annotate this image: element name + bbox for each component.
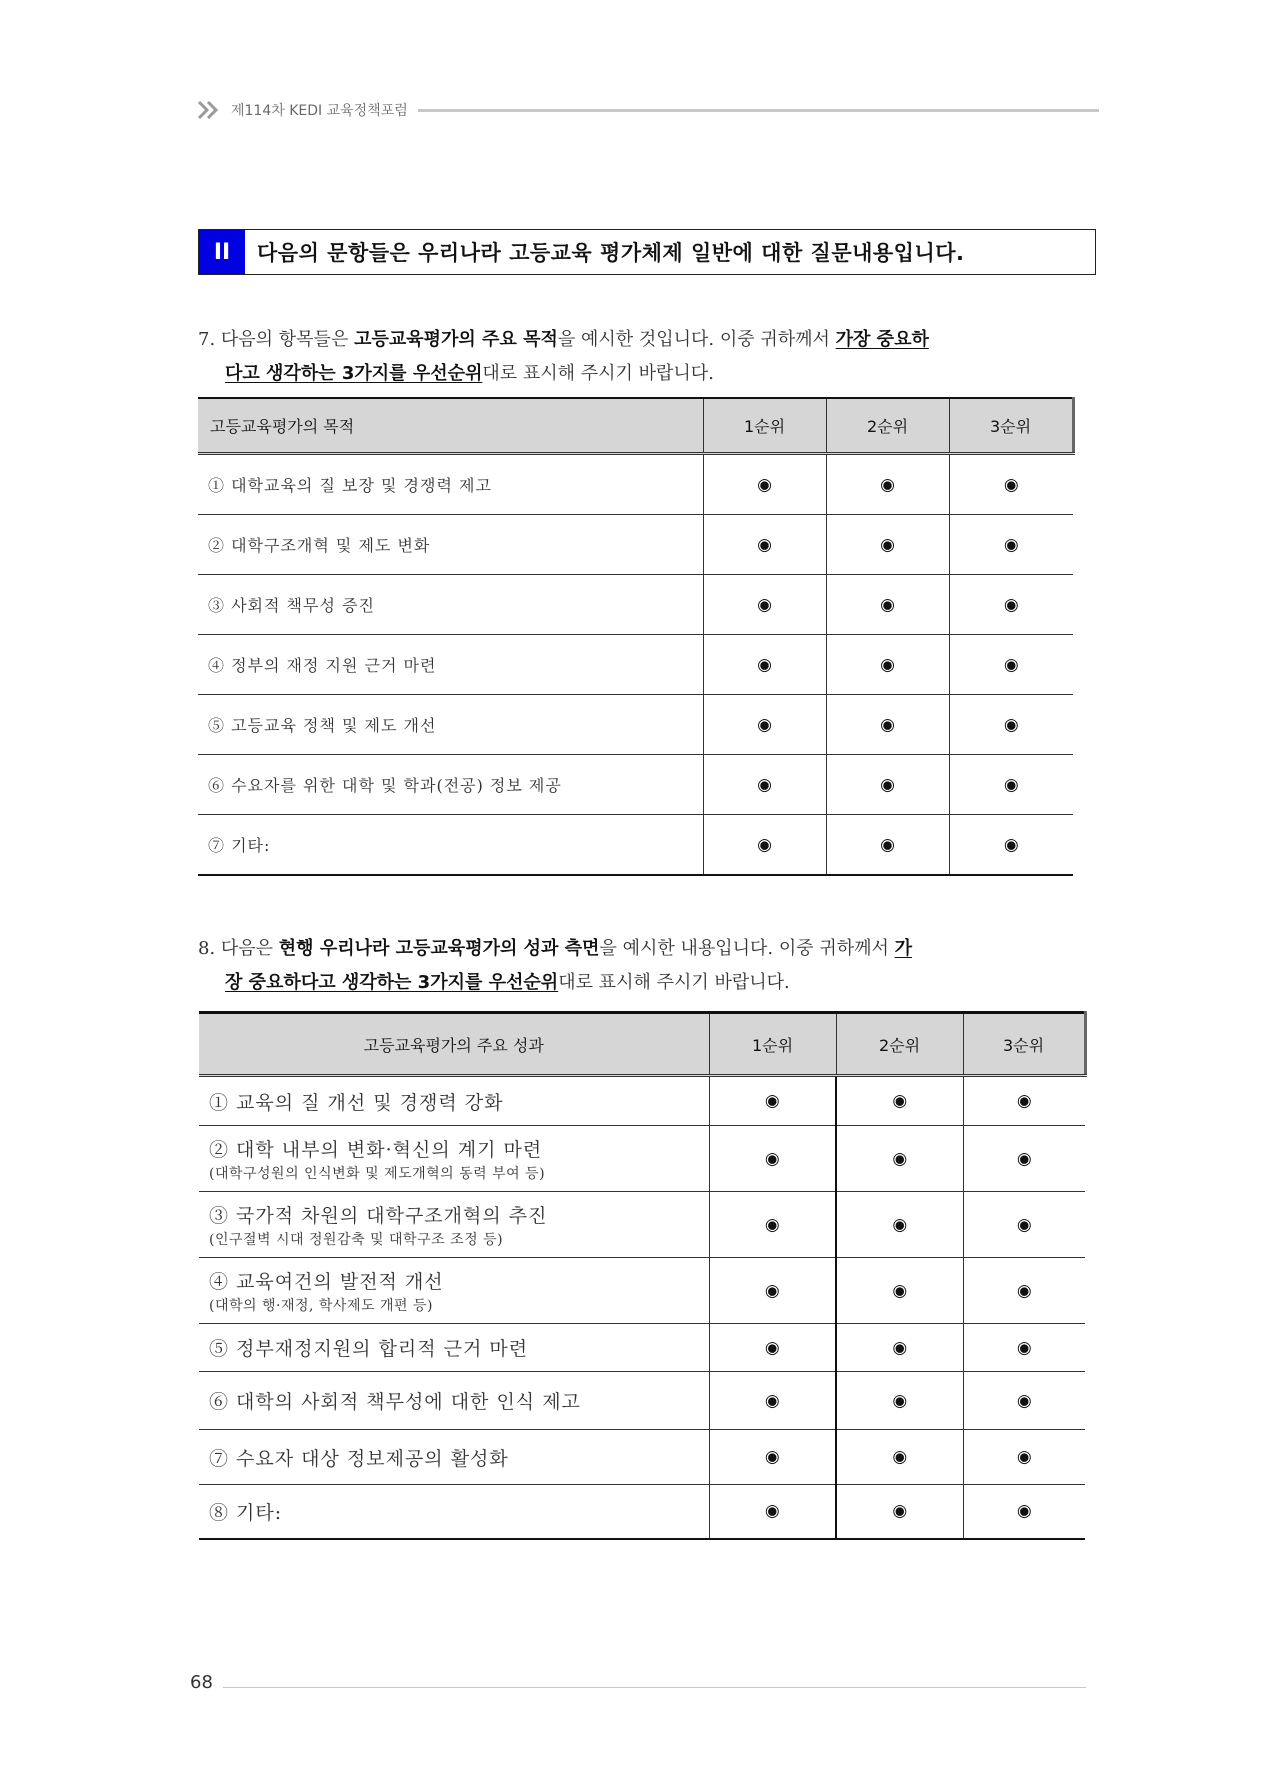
q8-row-label [199, 1192, 709, 1258]
q8-row-main: ④ 교육여건의 발전적 개선 [209, 1270, 444, 1293]
q7-col-rank-2: 2순위 [826, 398, 949, 454]
q7-bold: 고등교육평가의 주요 목적 [354, 329, 558, 350]
q8-row [199, 1258, 1085, 1324]
q8-text-1: 8. 다음은 [198, 938, 279, 959]
q7-rank-3-radio[interactable]: ◉ [949, 454, 1073, 515]
q8-rank-3-radio[interactable]: ◉ [963, 1324, 1085, 1372]
q7-row-label: ③ 사회적 책무성 증진 [198, 575, 703, 635]
q7-row-label: ⑤ 고등교육 정책 및 제도 개선 [198, 695, 703, 755]
q7-table [198, 397, 1075, 876]
q8-rank-3-radio[interactable]: ◉ [963, 1372, 1085, 1430]
q8-row-sub: (대학의 행·재정, 학사제도 개편 등) [209, 1297, 433, 1314]
q7-rank-1-radio[interactable]: ◉ [703, 695, 826, 755]
q8-text-3: 대로 표시해 주시기 바랍니다. [558, 972, 790, 993]
q7-row [198, 575, 1073, 635]
q7-row [198, 755, 1073, 815]
q8-col-outcome: 고등교육평가의 주요 성과 [199, 1013, 709, 1076]
q8-col-rank-2: 2순위 [836, 1013, 963, 1076]
q8-table-header [199, 1013, 1085, 1076]
q8-rank-3-radio[interactable]: ◉ [963, 1485, 1085, 1539]
q8-row-label [199, 1430, 709, 1485]
q8-rank-3-radio[interactable]: ◉ [963, 1076, 1085, 1126]
q7-row [198, 815, 1073, 876]
q7-rank-3-radio[interactable]: ◉ [949, 515, 1073, 575]
question-8 [198, 932, 1098, 1000]
q7-rank-2-radio[interactable]: ◉ [826, 454, 949, 515]
q7-rank-3-radio[interactable]: ◉ [949, 635, 1073, 695]
q8-row-label [199, 1258, 709, 1324]
q8-rank-1-radio[interactable]: ◉ [709, 1372, 836, 1430]
header-title: 제114차 KEDI 교육정책포럼 [231, 103, 408, 119]
page-header [197, 98, 1099, 122]
q8-row-main: ② 대학 내부의 변화·혁신의 계기 마련 [209, 1138, 543, 1161]
q7-table-header [198, 398, 1073, 454]
q7-row [198, 454, 1073, 515]
q8-rank-1-radio[interactable]: ◉ [709, 1126, 836, 1192]
header-rule [418, 109, 1099, 112]
section-heading [198, 229, 1096, 275]
q8-row [199, 1430, 1085, 1485]
q8-row-label [199, 1485, 709, 1539]
q8-row-main: ⑥ 대학의 사회적 책무성에 대한 인식 제고 [209, 1391, 581, 1413]
q7-rank-1-radio[interactable]: ◉ [703, 515, 826, 575]
q7-rank-1-radio[interactable]: ◉ [703, 575, 826, 635]
q8-row-main: ① 교육의 질 개선 및 경쟁력 강화 [209, 1091, 504, 1114]
q8-rank-1-radio[interactable]: ◉ [709, 1485, 836, 1539]
q8-rank-2-radio[interactable]: ◉ [836, 1430, 963, 1485]
q8-rank-1-radio[interactable]: ◉ [709, 1324, 836, 1372]
q7-rank-3-radio[interactable]: ◉ [949, 695, 1073, 755]
q8-row [199, 1324, 1085, 1372]
q7-row-label: ⑦ 기타: [198, 815, 703, 876]
q7-row [198, 695, 1073, 755]
q7-text-2: 을 예시한 것입니다. 이중 귀하께서 [557, 329, 836, 350]
q8-rank-3-radio[interactable]: ◉ [963, 1258, 1085, 1324]
q7-row-label: ⑥ 수요자를 위한 대학 및 학과(전공) 정보 제공 [198, 755, 703, 815]
section-title: 다음의 문항들은 우리나라 고등교육 평가체제 일반에 대한 질문내용입니다. [257, 241, 965, 265]
q8-row-label [199, 1076, 709, 1126]
q7-rank-2-radio[interactable]: ◉ [826, 515, 949, 575]
q8-rank-2-radio[interactable]: ◉ [836, 1192, 963, 1258]
q8-rank-1-radio[interactable]: ◉ [709, 1076, 836, 1126]
double-chevron-icon [197, 100, 223, 120]
q8-rank-3-radio[interactable]: ◉ [963, 1192, 1085, 1258]
q7-col-rank-1: 1순위 [703, 398, 826, 454]
q8-row-main: ⑤ 정부재정지원의 합리적 근거 마련 [209, 1338, 529, 1360]
q7-underline-1: 가장 중요하 [835, 329, 929, 350]
q8-text-2: 을 예시한 내용입니다. 이중 귀하께서 [599, 938, 895, 959]
q7-row-label: ② 대학구조개혁 및 제도 변화 [198, 515, 703, 575]
q7-row [198, 635, 1073, 695]
q8-rank-1-radio[interactable]: ◉ [709, 1430, 836, 1485]
q7-text-1: 7. 다음의 항목들은 [198, 329, 355, 350]
q8-rank-2-radio[interactable]: ◉ [836, 1076, 963, 1126]
page-number: 68 [190, 1671, 213, 1693]
q7-rank-1-radio[interactable]: ◉ [703, 755, 826, 815]
q8-rank-1-radio[interactable]: ◉ [709, 1192, 836, 1258]
q8-underline-2: 장 중요하다고 생각하는 3가지를 우선순위 [225, 972, 559, 993]
q8-rank-1-radio[interactable]: ◉ [709, 1258, 836, 1324]
q7-col-rank-3: 3순위 [949, 398, 1073, 454]
q7-rank-3-radio[interactable]: ◉ [949, 815, 1073, 876]
q8-row-label [199, 1324, 709, 1372]
q7-row [198, 515, 1073, 575]
q7-rank-1-radio[interactable]: ◉ [703, 635, 826, 695]
q8-rank-2-radio[interactable]: ◉ [836, 1485, 963, 1539]
q8-row [199, 1485, 1085, 1539]
q8-rank-3-radio[interactable]: ◉ [963, 1126, 1085, 1192]
q8-table [199, 1011, 1087, 1540]
q8-bold: 현행 우리나라 고등교육평가의 성과 측면 [278, 938, 600, 959]
q7-rank-1-radio[interactable]: ◉ [703, 815, 826, 876]
q7-rank-2-radio[interactable]: ◉ [826, 575, 949, 635]
q7-rank-2-radio[interactable]: ◉ [826, 755, 949, 815]
q8-row-main: ③ 국가적 차원의 대학구조개혁의 추진 [209, 1204, 548, 1227]
q8-row [199, 1076, 1085, 1126]
q8-col-rank-3: 3순위 [963, 1013, 1085, 1076]
q7-col-purpose: 고등교육평가의 목적 [198, 398, 703, 454]
q7-text-3: 대로 표시해 주시기 바랍니다. [482, 363, 714, 384]
q8-rank-3-radio[interactable]: ◉ [963, 1430, 1085, 1485]
q8-rank-2-radio[interactable]: ◉ [836, 1324, 963, 1372]
q7-underline-2: 다고 생각하는 3가지를 우선순위 [225, 363, 483, 384]
q8-rank-2-radio[interactable]: ◉ [836, 1258, 963, 1324]
q7-rank-3-radio[interactable]: ◉ [949, 575, 1073, 635]
page-footer [190, 1670, 1086, 1694]
q8-rank-2-radio[interactable]: ◉ [836, 1126, 963, 1192]
q8-row [199, 1192, 1085, 1258]
q7-rank-2-radio[interactable]: ◉ [826, 635, 949, 695]
q8-row-sub: (인구절벽 시대 정원감축 및 대학구조 조정 등) [209, 1231, 504, 1248]
q8-row-label [199, 1372, 709, 1430]
q7-row-label: ① 대학교육의 질 보장 및 경쟁력 제고 [198, 454, 703, 515]
q8-row-main: ⑧ 기타: [209, 1501, 283, 1524]
q7-rank-2-radio[interactable]: ◉ [826, 815, 949, 876]
q7-rank-1-radio[interactable]: ◉ [703, 454, 826, 515]
q8-rank-2-radio[interactable]: ◉ [836, 1372, 963, 1430]
q8-row [199, 1126, 1085, 1192]
q8-row [199, 1372, 1085, 1430]
question-7 [198, 323, 1098, 391]
q8-col-rank-1: 1순위 [709, 1013, 836, 1076]
footer-rule [223, 1687, 1086, 1688]
q8-row-label [199, 1126, 709, 1192]
q7-row-label: ④ 정부의 재정 지원 근거 마련 [198, 635, 703, 695]
q7-rank-2-radio[interactable]: ◉ [826, 695, 949, 755]
q8-row-main: ⑦ 수요자 대상 정보제공의 활성화 [209, 1447, 509, 1470]
q7-rank-3-radio[interactable]: ◉ [949, 755, 1073, 815]
q8-row-sub: (대학구성원의 인식변화 및 제도개혁의 동력 부여 등) [209, 1165, 546, 1182]
section-number: II [199, 230, 245, 274]
q8-underline-1: 가 [894, 938, 912, 959]
